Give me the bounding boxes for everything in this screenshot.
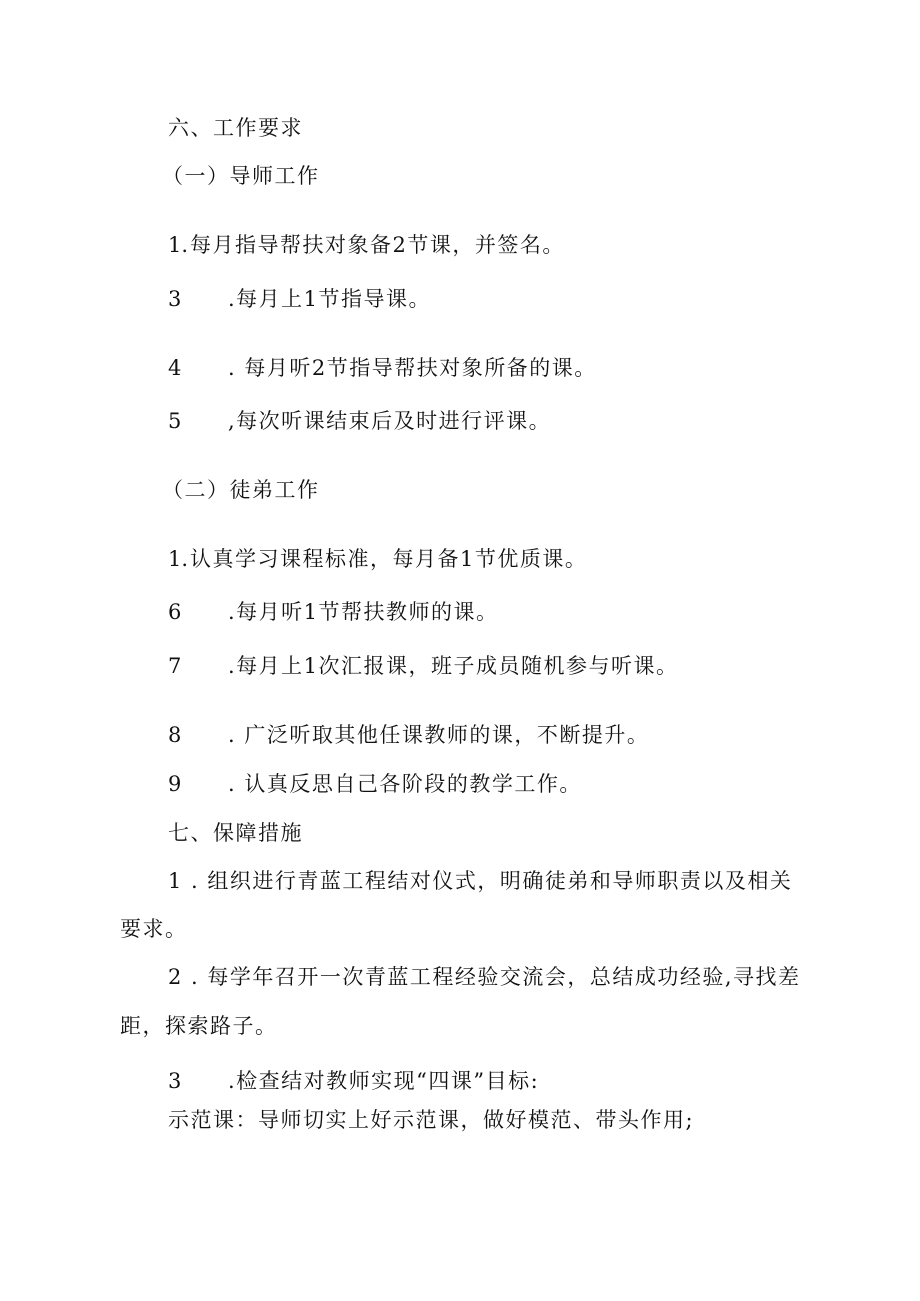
item-number: 6 [168,600,182,624]
item-text: .每月上1次汇报课，班子成员随机参与听课。 [228,654,679,678]
demo-class-line: 示范课：导师切实上好示范课，做好模范、带头作用; [168,1108,695,1132]
paragraph-line: 1 . 组织进行青蓝工程结对仪式，明确徒弟和导师职责以及相关 [168,869,793,893]
item-text: .每月听1节帮扶教师的课。 [228,600,499,624]
paragraph-line: 要求。 [120,917,188,941]
item-number: 1. [168,547,189,571]
item-number: 3 [168,1069,182,1093]
item-number: 4 [168,356,182,380]
paragraph-line: 2 . 每学年召开一次青蓝工程经验交流会，总结成功经验,寻找差 [168,965,801,989]
item-number: 3 [168,287,182,311]
item-text: .每月上1节指导课。 [228,287,432,311]
item-number: 7 [168,654,182,678]
item-text: 认真学习课程标准，每月备1节优质课。 [190,547,588,571]
item-text: . 每月听2节指导帮扶对象所备的课。 [228,356,597,380]
item-number: 8 [168,723,182,747]
subsection-heading-apprentice: （二）徒弟工作 [162,478,320,502]
paragraph-line: 距，探索路子。 [120,1014,278,1038]
item-text: ,每次听课结束后及时进行评课。 [228,409,552,433]
item-text: . 广泛听取其他任课教师的课，不断提升。 [228,723,650,747]
subsection-heading-mentor: （一）导师工作 [162,164,320,188]
item-text: .检查结对教师实现“四课”目标: [228,1069,540,1093]
item-text: 每月指导帮扶对象备2节课，并签名。 [190,233,565,257]
item-text: . 认真反思自己各阶段的教学工作。 [228,772,582,796]
item-number: 1. [168,233,189,257]
item-number: 5 [168,409,182,433]
section-heading-requirements: 六、工作要求 [168,116,303,140]
item-number: 9 [168,772,182,796]
section-heading-safeguards: 七、保障措施 [168,821,303,845]
